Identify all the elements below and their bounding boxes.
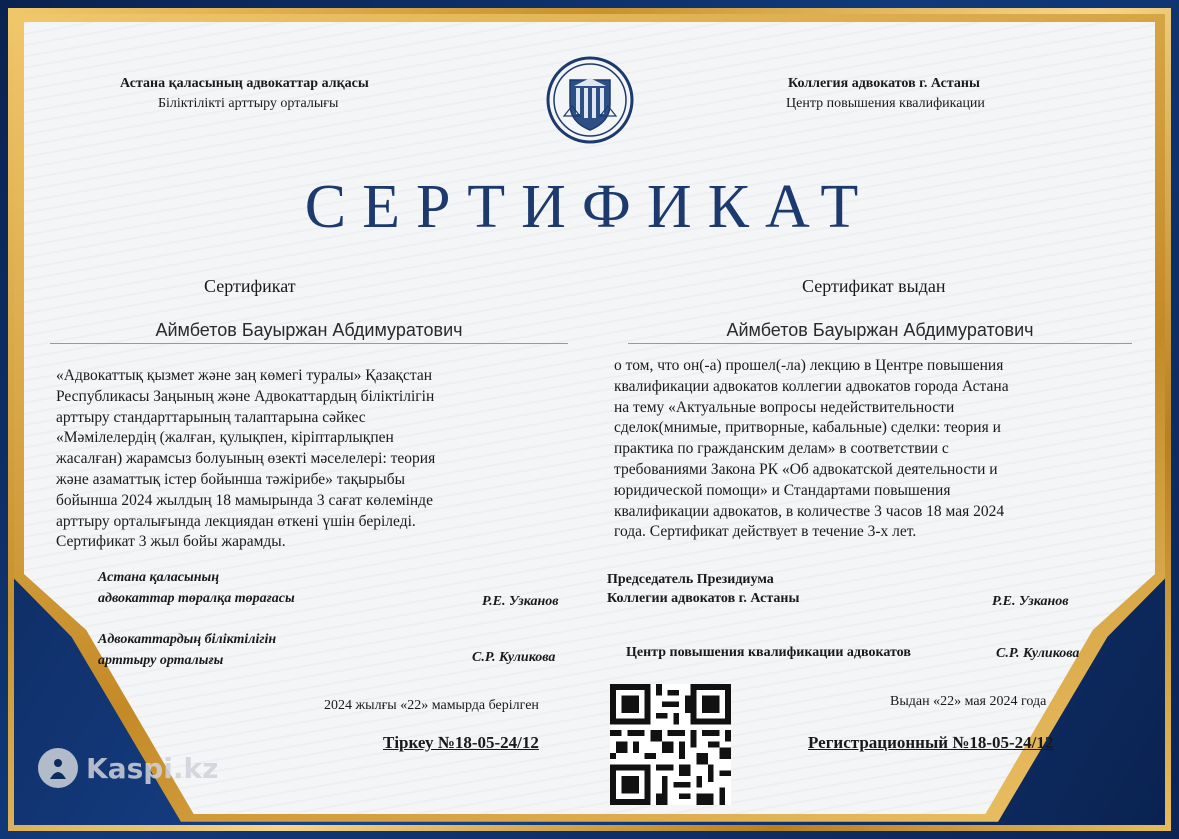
- left-signatory1-title: [98, 567, 295, 609]
- right-signatory1-name: Р.Е. Узканов: [992, 594, 1069, 609]
- left-body-line: арттыру стандарттарының талаптарына сәйкес: [56, 408, 366, 426]
- certificate-title: СЕРТИФИКАТ: [304, 173, 875, 241]
- right-signatory1-title: [607, 570, 799, 608]
- left-signatory1-title-line1: Астана қаласының: [98, 570, 219, 585]
- header-left-line2: Біліктілікті арттыру орталығы: [158, 96, 339, 111]
- header-left-line1: Астана қаласының адвокаттар алқасы: [120, 76, 369, 91]
- right-body-line: квалификации адвокатов коллегии адвокатов города Астана: [614, 377, 1009, 395]
- left-heading: Сертификат: [204, 276, 296, 296]
- right-body-line: на тему «Актуальные вопросы недействительности: [614, 398, 955, 416]
- left-signatory2-title-line2: арттыру орталығы: [98, 653, 224, 668]
- right-registration-number: Регистрационный №18-05-24/12: [808, 733, 1054, 752]
- bar-association-emblem-icon: [546, 56, 634, 144]
- left-body-line: арттыру орталығында лекциядан өткені үшін беріледі.: [56, 512, 416, 530]
- left-body-line: «Мәмілелердің (жалған, қулықпен, кіріптарлықпен: [56, 429, 394, 447]
- header-right-line2: Центр повышения квалификации: [786, 96, 985, 111]
- right-body-line: юридической помощи» и Стандартами повышения: [614, 481, 951, 499]
- left-signatory2-title-line1: Адвокаттардың біліктілігін: [98, 632, 277, 647]
- right-signatory1-title-line1: Председатель Президиума: [607, 572, 774, 587]
- kaspi-watermark-text: Kaspi.kz: [86, 751, 219, 785]
- left-body-line: бойынша 2024 жылдың 18 мамырында 3 сағат көлемінде: [56, 491, 433, 509]
- right-recipient-name: Аймбетов Бауыржан Абдимуратович: [628, 320, 1132, 344]
- header-right-line1: Коллегия адвокатов г. Астаны: [788, 76, 980, 91]
- right-body-line: требованиями Закона РК «Об адвокатской деятельности и: [614, 460, 998, 478]
- left-body-line: «Адвокаттық қызмет және заң көмегі туралы» Қазақстан: [56, 367, 433, 384]
- right-body-line: сделок(мнимые, притворные, кабальные) сделки: теория и: [614, 419, 1001, 437]
- right-body-line: о том, что он(-а) прошел(-ла) лекцию в Центре повышения: [614, 357, 1004, 374]
- kaspi-watermark: [38, 748, 218, 788]
- right-body-text: [614, 356, 1134, 543]
- left-signatory1-name: Р.Е. Узканов: [482, 594, 559, 609]
- right-signatory2-name: С.Р. Куликова: [996, 646, 1080, 661]
- left-body-line: жасалған) жарамсыз болуының өзекті мәселелері: теория: [56, 450, 436, 468]
- left-body-line: Республикасы Заңының және Адвокаттардың біліктілігін: [56, 387, 435, 405]
- right-issued-date: Выдан «22» мая 2024 года: [890, 694, 1047, 709]
- right-body-line: квалификации адвокатов, в количестве 3 часов 18 мая 2024: [614, 502, 1005, 520]
- left-body-line: Сертификат 3 жыл бойы жарамды.: [56, 533, 286, 551]
- right-signatory1-title-line2: Коллегии адвокатов г. Астаны: [607, 591, 800, 606]
- right-signatory2-title: Центр повышения квалификации адвокатов: [626, 645, 911, 660]
- right-body-line: года. Сертификат действует в течение 3-х лет.: [614, 523, 917, 541]
- qr-code-icon[interactable]: [610, 684, 731, 805]
- left-issued-date: 2024 жылғы «22» мамырда берілген: [324, 698, 539, 713]
- left-body-line: және азаматтық істер бойынша тәжірибе» тақырыбы: [56, 470, 406, 488]
- left-registration-number: Тіркеу №18-05-24/12: [383, 733, 539, 752]
- left-signatory1-title-line2: адвокаттар төралқа төрағасы: [98, 591, 295, 606]
- kaspi-logo-icon: [38, 748, 78, 788]
- left-recipient-name: Аймбетов Бауыржан Абдимуратович: [50, 320, 568, 344]
- right-heading: Сертификат выдан: [802, 276, 946, 296]
- right-body-line: практика по гражданским делам» в соответствии с: [614, 440, 949, 458]
- left-signatory2-name: С.Р. Куликова: [472, 650, 556, 665]
- left-signatory2-title: [98, 629, 276, 671]
- left-body-text: [56, 366, 576, 553]
